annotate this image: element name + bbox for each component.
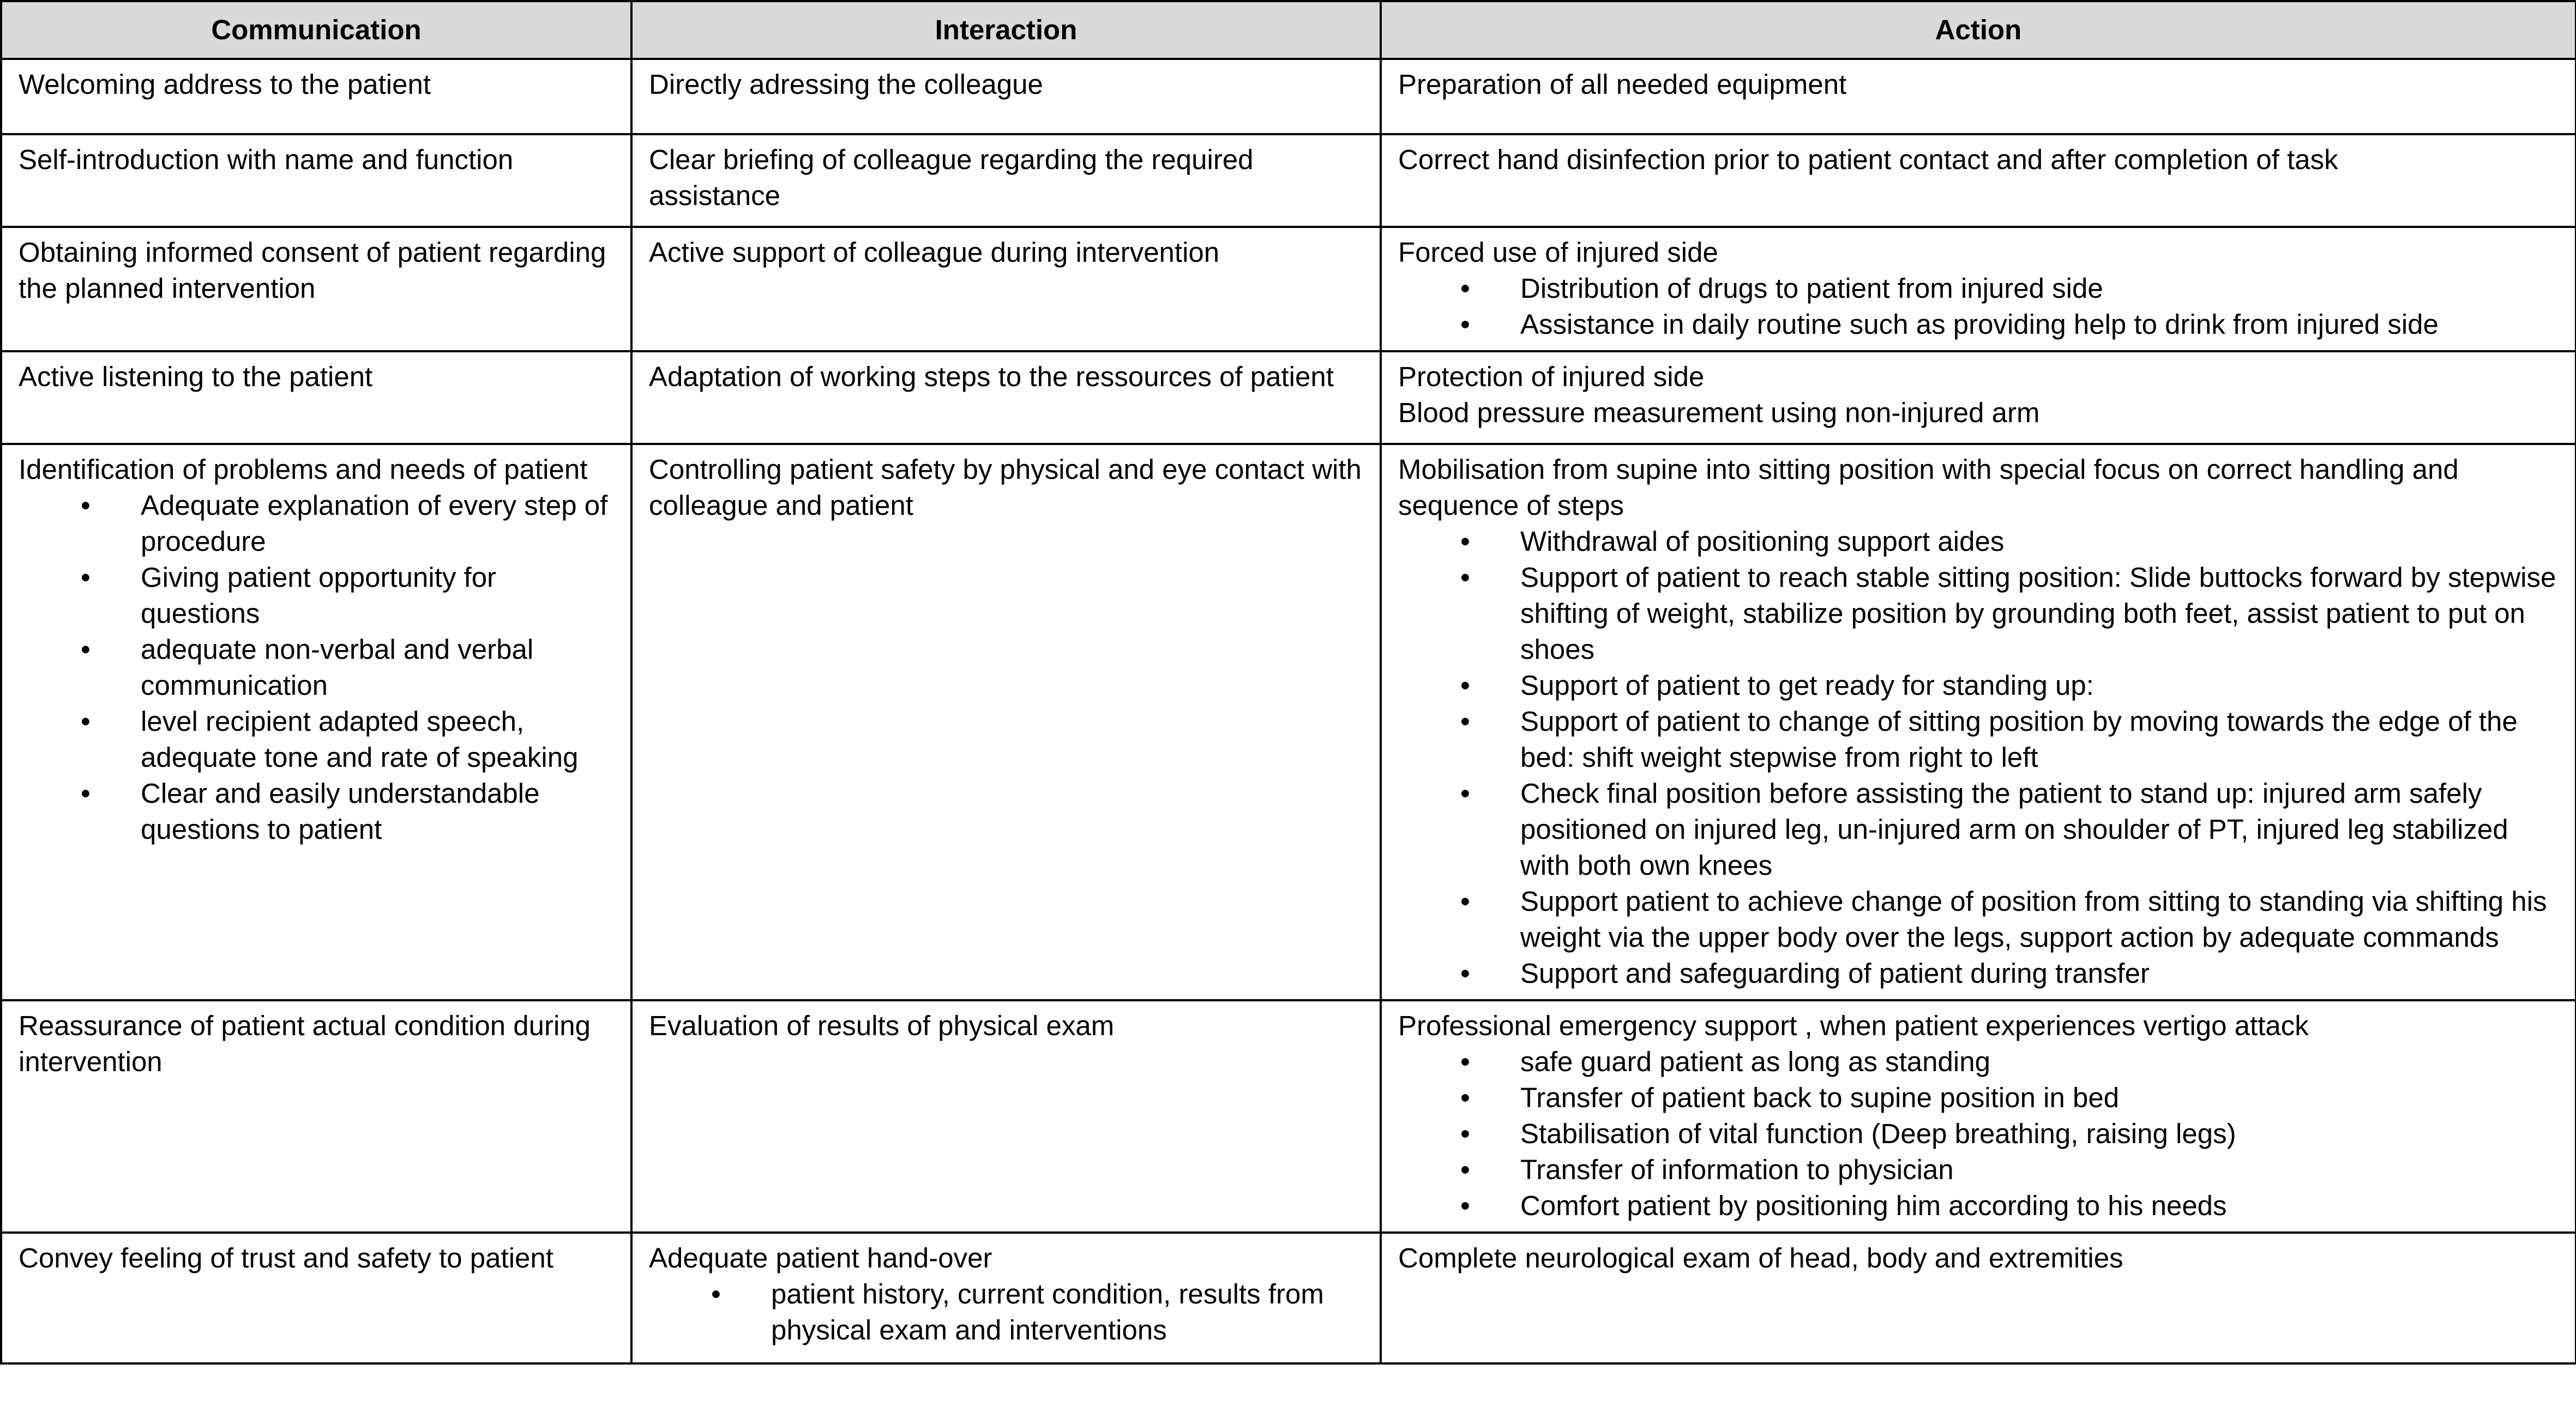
cell-text: Forced use of injured side <box>1398 237 1718 268</box>
header-action: Action <box>1381 1 2576 59</box>
communication-cell <box>1 1000 631 1233</box>
cell-text: Directly adressing the colleague <box>649 69 1043 100</box>
bullet-item: • Giving patient opportunity for questions <box>19 560 614 632</box>
cell-text: Professional emergency support , when patient experiences vertigo attack <box>1398 1010 2309 1041</box>
bullet-item: • Support of patient to reach stable sitting position: Slide buttocks forward by stepwise shifting of weight, stabilize position by grounding both feet, assist patient to put on shoes <box>1398 560 2559 668</box>
cell-text: Active support of colleague during intervention <box>649 237 1220 268</box>
bullet-item: • patient history, current condition, results from physical exam and interventions <box>649 1276 1363 1348</box>
communication-cell <box>1 227 631 351</box>
communication-cell <box>1 1233 631 1363</box>
action-cell <box>1381 59 2576 134</box>
cell-text: Active listening to the patient <box>19 361 373 392</box>
action-cell <box>1381 134 2576 227</box>
header-interaction: Interaction <box>631 1 1381 59</box>
bullet-item: • Adequate explanation of every step of procedure <box>19 488 614 560</box>
table-row <box>1 59 2576 134</box>
cell-text: Obtaining informed consent of patient regarding the planned intervention <box>19 237 606 304</box>
bullet-item: • adequate non-verbal and verbal communication <box>19 632 614 704</box>
interaction-cell <box>631 59 1381 134</box>
bullet-item: • safe guard patient as long as standing <box>1398 1044 2559 1080</box>
bullet-list <box>19 488 614 848</box>
bullet-item: • Assistance in daily routine such as providing help to drink from injured side <box>1398 307 2559 343</box>
table-row <box>1 444 2576 1000</box>
header-communication: Communication <box>1 1 631 59</box>
communication-cell <box>1 444 631 1000</box>
bullet-item: • Support of patient to change of sitting position by moving towards the edge of the bed: shift weight stepwise from right to left <box>1398 704 2559 776</box>
bullet-list <box>649 1276 1363 1348</box>
table-row <box>1 227 2576 351</box>
cell-text: Convey feeling of trust and safety to patient <box>19 1242 553 1273</box>
table-row <box>1 1233 2576 1363</box>
communication-cell <box>1 134 631 227</box>
cell-text: Mobilisation from supine into sitting position with special focus on correct handling and sequence of steps <box>1398 454 2459 521</box>
action-cell <box>1381 351 2576 444</box>
cell-text: Reassurance of patient actual condition during intervention <box>19 1010 591 1077</box>
bullet-item: • Distribution of drugs to patient from injured side <box>1398 271 2559 307</box>
cell-text: Preparation of all needed equipment <box>1398 69 1847 100</box>
bullet-item: • Withdrawal of positioning support aides <box>1398 524 2559 560</box>
action-cell <box>1381 227 2576 351</box>
cell-text: Welcoming address to the patient <box>19 69 431 100</box>
bullet-item: • Support of patient to get ready for standing up: <box>1398 668 2559 704</box>
bullet-item: • Support patient to achieve change of position from sitting to standing via shifting his weight via the upper body over the legs, support action by adequate commands <box>1398 884 2559 956</box>
interaction-cell <box>631 1000 1381 1233</box>
cell-text: Evaluation of results of physical exam <box>649 1010 1115 1041</box>
cell-text-2: Blood pressure measurement using non-injured arm <box>1398 397 2040 428</box>
bullet-item: • Clear and easily understandable questions to patient <box>19 776 614 848</box>
action-cell <box>1381 444 2576 1000</box>
communication-cell <box>1 351 631 444</box>
bullet-item: • level recipient adapted speech, adequate tone and rate of speaking <box>19 704 614 776</box>
cell-text: Adequate patient hand-over <box>649 1242 992 1273</box>
interaction-cell <box>631 444 1381 1000</box>
action-cell <box>1381 1233 2576 1363</box>
table-row <box>1 134 2576 227</box>
bullet-item: • Transfer of information to physician <box>1398 1152 2559 1188</box>
table-row <box>1 1000 2576 1233</box>
cell-text: Controlling patient safety by physical and eye contact with colleague and patient <box>649 454 1362 521</box>
table-row <box>1 351 2576 444</box>
interaction-cell <box>631 134 1381 227</box>
bullet-item: • Comfort patient by positioning him according to his needs <box>1398 1188 2559 1224</box>
header-row <box>1 1 2576 59</box>
interaction-cell <box>631 227 1381 351</box>
bullet-list <box>1398 524 2559 992</box>
bullet-item: • Check final position before assisting the patient to stand up: injured arm safely positioned on injured leg, un-injured arm on shoulder of PT, injured leg stabilized with both own knees <box>1398 776 2559 884</box>
bullet-list <box>1398 1044 2559 1224</box>
cell-text: Identification of problems and needs of patient <box>19 454 588 485</box>
interaction-cell <box>631 1233 1381 1363</box>
communication-cell <box>1 59 631 134</box>
action-cell <box>1381 1000 2576 1233</box>
cell-text: Clear briefing of colleague regarding the required assistance <box>649 144 1254 211</box>
bullet-item: • Support and safeguarding of patient during transfer <box>1398 956 2559 992</box>
bullet-list <box>1398 271 2559 343</box>
cell-text: Complete neurological exam of head, body and extremities <box>1398 1242 2123 1273</box>
cell-text: Protection of injured side <box>1398 361 1705 392</box>
interaction-cell <box>631 351 1381 444</box>
cell-text: Correct hand disinfection prior to patient contact and after completion of task <box>1398 144 2338 175</box>
bullet-item: • Transfer of patient back to supine position in bed <box>1398 1080 2559 1116</box>
cell-text: Adaptation of working steps to the ressources of patient <box>649 361 1334 392</box>
cell-text: Self-introduction with name and function <box>19 144 514 175</box>
bullet-item: • Stabilisation of vital function (Deep breathing, raising legs) <box>1398 1116 2559 1152</box>
